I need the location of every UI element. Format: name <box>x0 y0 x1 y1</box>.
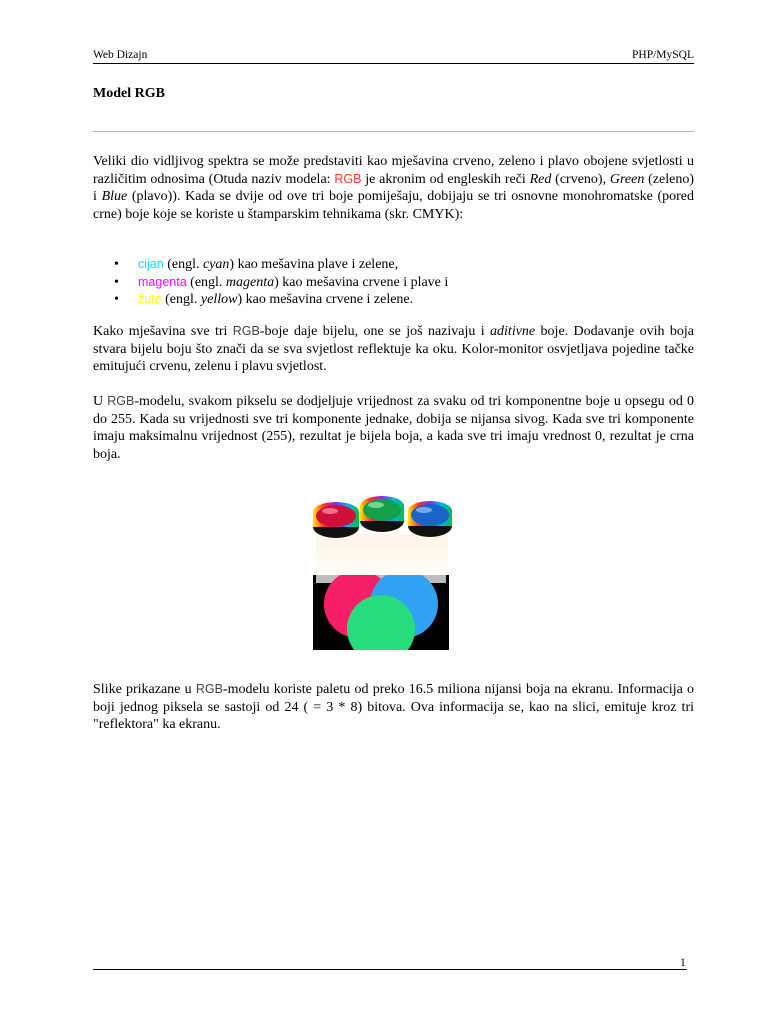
page-header <box>93 49 694 64</box>
paragraph-palette: Slike prikazane u RGB-modelu koriste paletu od preko 16.5 miliona nijansi boja na ekranu. Informacija o boji jednog piksela se sastoji od 24 ( = 3 * 8) bitova. Ova informacija se, kao na slici, emituje kroz tri "reflektora" ka ekranu. <box>93 682 695 732</box>
projector-red <box>313 502 359 538</box>
projector-green <box>360 496 404 532</box>
footer-divider <box>93 969 687 970</box>
projector-blue <box>408 501 452 537</box>
rgb-acronym: RGB <box>334 171 362 186</box>
header-left: Web Dizajn <box>93 49 148 61</box>
list-item: • magenta (engl. magenta) kao mešavina crvene i plave i <box>114 274 449 290</box>
page-number: 1 <box>680 957 686 969</box>
list-item: • cijan (engl. cyan) kao mešavina plave i zelene, <box>114 257 399 272</box>
header-right: PHP/MySQL <box>632 49 694 61</box>
page-title: Model RGB <box>93 86 165 101</box>
divider <box>93 131 694 132</box>
paragraph-intro: Veliki dio vidljivog spektra se može predstaviti kao mješavina crveno, zeleno i plavo obojene svjetlosti u različitim odnosima (Otuda naziv modela: RGB je akronim od engleskih reči Red (crveno), Green (zeleno) i Blue (plavo)). Kada se dvije od ove tri boje pomiješaju, dobijaju se tri osnovne monohromatske (pored crne) boje koje se koriste u štamparskim tehnikama (skr. CMYK): <box>93 154 695 222</box>
rgb-projector-illustration <box>308 496 458 657</box>
list-item: • žute (engl. yellow) kao mešavina crvene i zelene. <box>114 292 414 307</box>
paragraph-values: U RGB-modelu, svakom pikselu se dodjeljuje vrijednost za svaku od tri komponentne boje u opsegu od 0 do 255. Kada su vrijednosti sve tri komponente jednake, dobija se nijansa sivog. Kada sve tri komponente imaju maksimalnu vrijednost (255), rezultat je bijela boja, a kada sve tri imaju vrednost 0, rezultat je crna boja. <box>93 394 694 462</box>
cmy-list <box>93 256 693 309</box>
paragraph-additive: Kako mješavina sve tri RGB-boje daje bijelu, one se još nazivaju i aditivne boje. Dodavanje ovih boja stvara bijelu boju što znači da se sva svjetlost reflektuje ka oku. Kolor-monitor osvjetljava pojedine tačke emitujući crvenu, zelenu i plavu svjetlost. <box>93 324 694 374</box>
